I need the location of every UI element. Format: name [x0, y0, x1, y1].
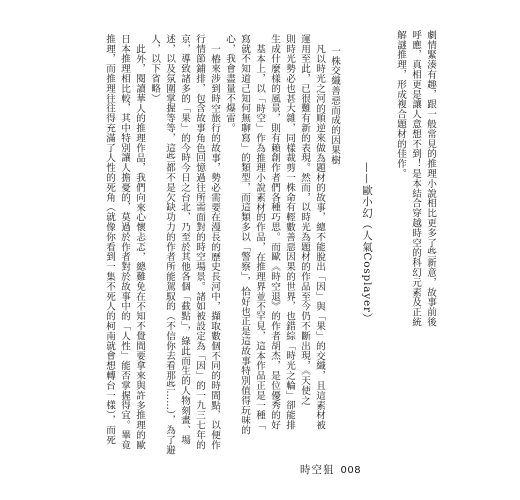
text-column: 運用至此，已很難有新的表現。然而，以時光為題材的作品至今仍不斷出現，《天使之	[299, 34, 310, 406]
text-column: 基本上，以「時空」作為推理小說素材的作品，在推理界並不罕見，這本作品正是一種「	[254, 44, 265, 431]
text-column: 京，導致諸多的「果」的今時今日之台北，乃至於其他各個「截點」，綠此而生的人物刻畫、場	[179, 34, 190, 445]
text-column: 心，我會盡量不爆雷。	[224, 34, 235, 133]
text-column: 述，以及氛圍掌握等等，這些都不是欠缺功力的作者所能駕馭的（不信你去看那些……），為了避	[164, 34, 175, 455]
text-column: 推理，而推理往往得充滿了人性的死角（就像你看到一集不死人的柯南就會想轉台一樣），而死	[104, 34, 115, 445]
text-column: 行情節鋪排，包含故事角色回憶過往所需面對的時空場景。諸如被設定為「因」的一九三七年的	[194, 34, 205, 450]
text-column: 凡以時光之河的順逆來做為題材的故事，總不能脫出「因」與「果」的交織，且這素材被	[314, 44, 325, 431]
text-column: 則時光勢必也甚大雜，同樣裁剪一株命有輕數善惡因果的世界，也錯綜「時光之輪」卻能排	[284, 34, 295, 430]
text-column: 一樁來涉到時空旅行的故事，勢必需要在漫長的歷史長河中，擷取數個不同的時間點，以便作	[209, 44, 220, 450]
text-column: 解謎推理，形成複合題材的佳作。	[395, 30, 406, 179]
text-column: 劇情緊湊有趣，跟一般常見的推理小說相比更多了些新意，故事前後	[425, 30, 436, 327]
text-column: 生成什麼樣的風景，則有賴創作者們各種巧思。而歐《時空退》的作者胡杰，是位優秀的好	[269, 34, 280, 430]
page-footer	[300, 462, 361, 477]
intro-paragraph	[393, 30, 438, 327]
section-heading: 一株交織善惡而成的因果樹	[329, 46, 340, 165]
running-title: 時空狙	[300, 464, 335, 476]
page-number: 008	[340, 465, 362, 476]
text-column: 寫就不知道己知何無聊寫」的類型，而這類多以「警察」，恰好也正是這故事特別值得玩味的	[239, 34, 250, 436]
text-column: 日本推理相比較，其中特別讓人擔憂的，莫過於作者對於故事中的「人性」能否掌握得宜。畢竟	[119, 34, 130, 450]
text-column: 此外，閱讀華人的推理作品，我們向來心懷忐忑，總難免在不知不覺間要拿來與許多推理的歐	[134, 44, 145, 450]
essay-body	[102, 34, 342, 455]
text-column: 呼應，真相更是讓人意想不到！是本結合穿越時空的科幻元素及正統	[410, 30, 421, 327]
attribution: ——歐小幻（人氣Cosplayer）	[361, 162, 373, 325]
text-column: 人，以下省略）	[149, 34, 160, 104]
